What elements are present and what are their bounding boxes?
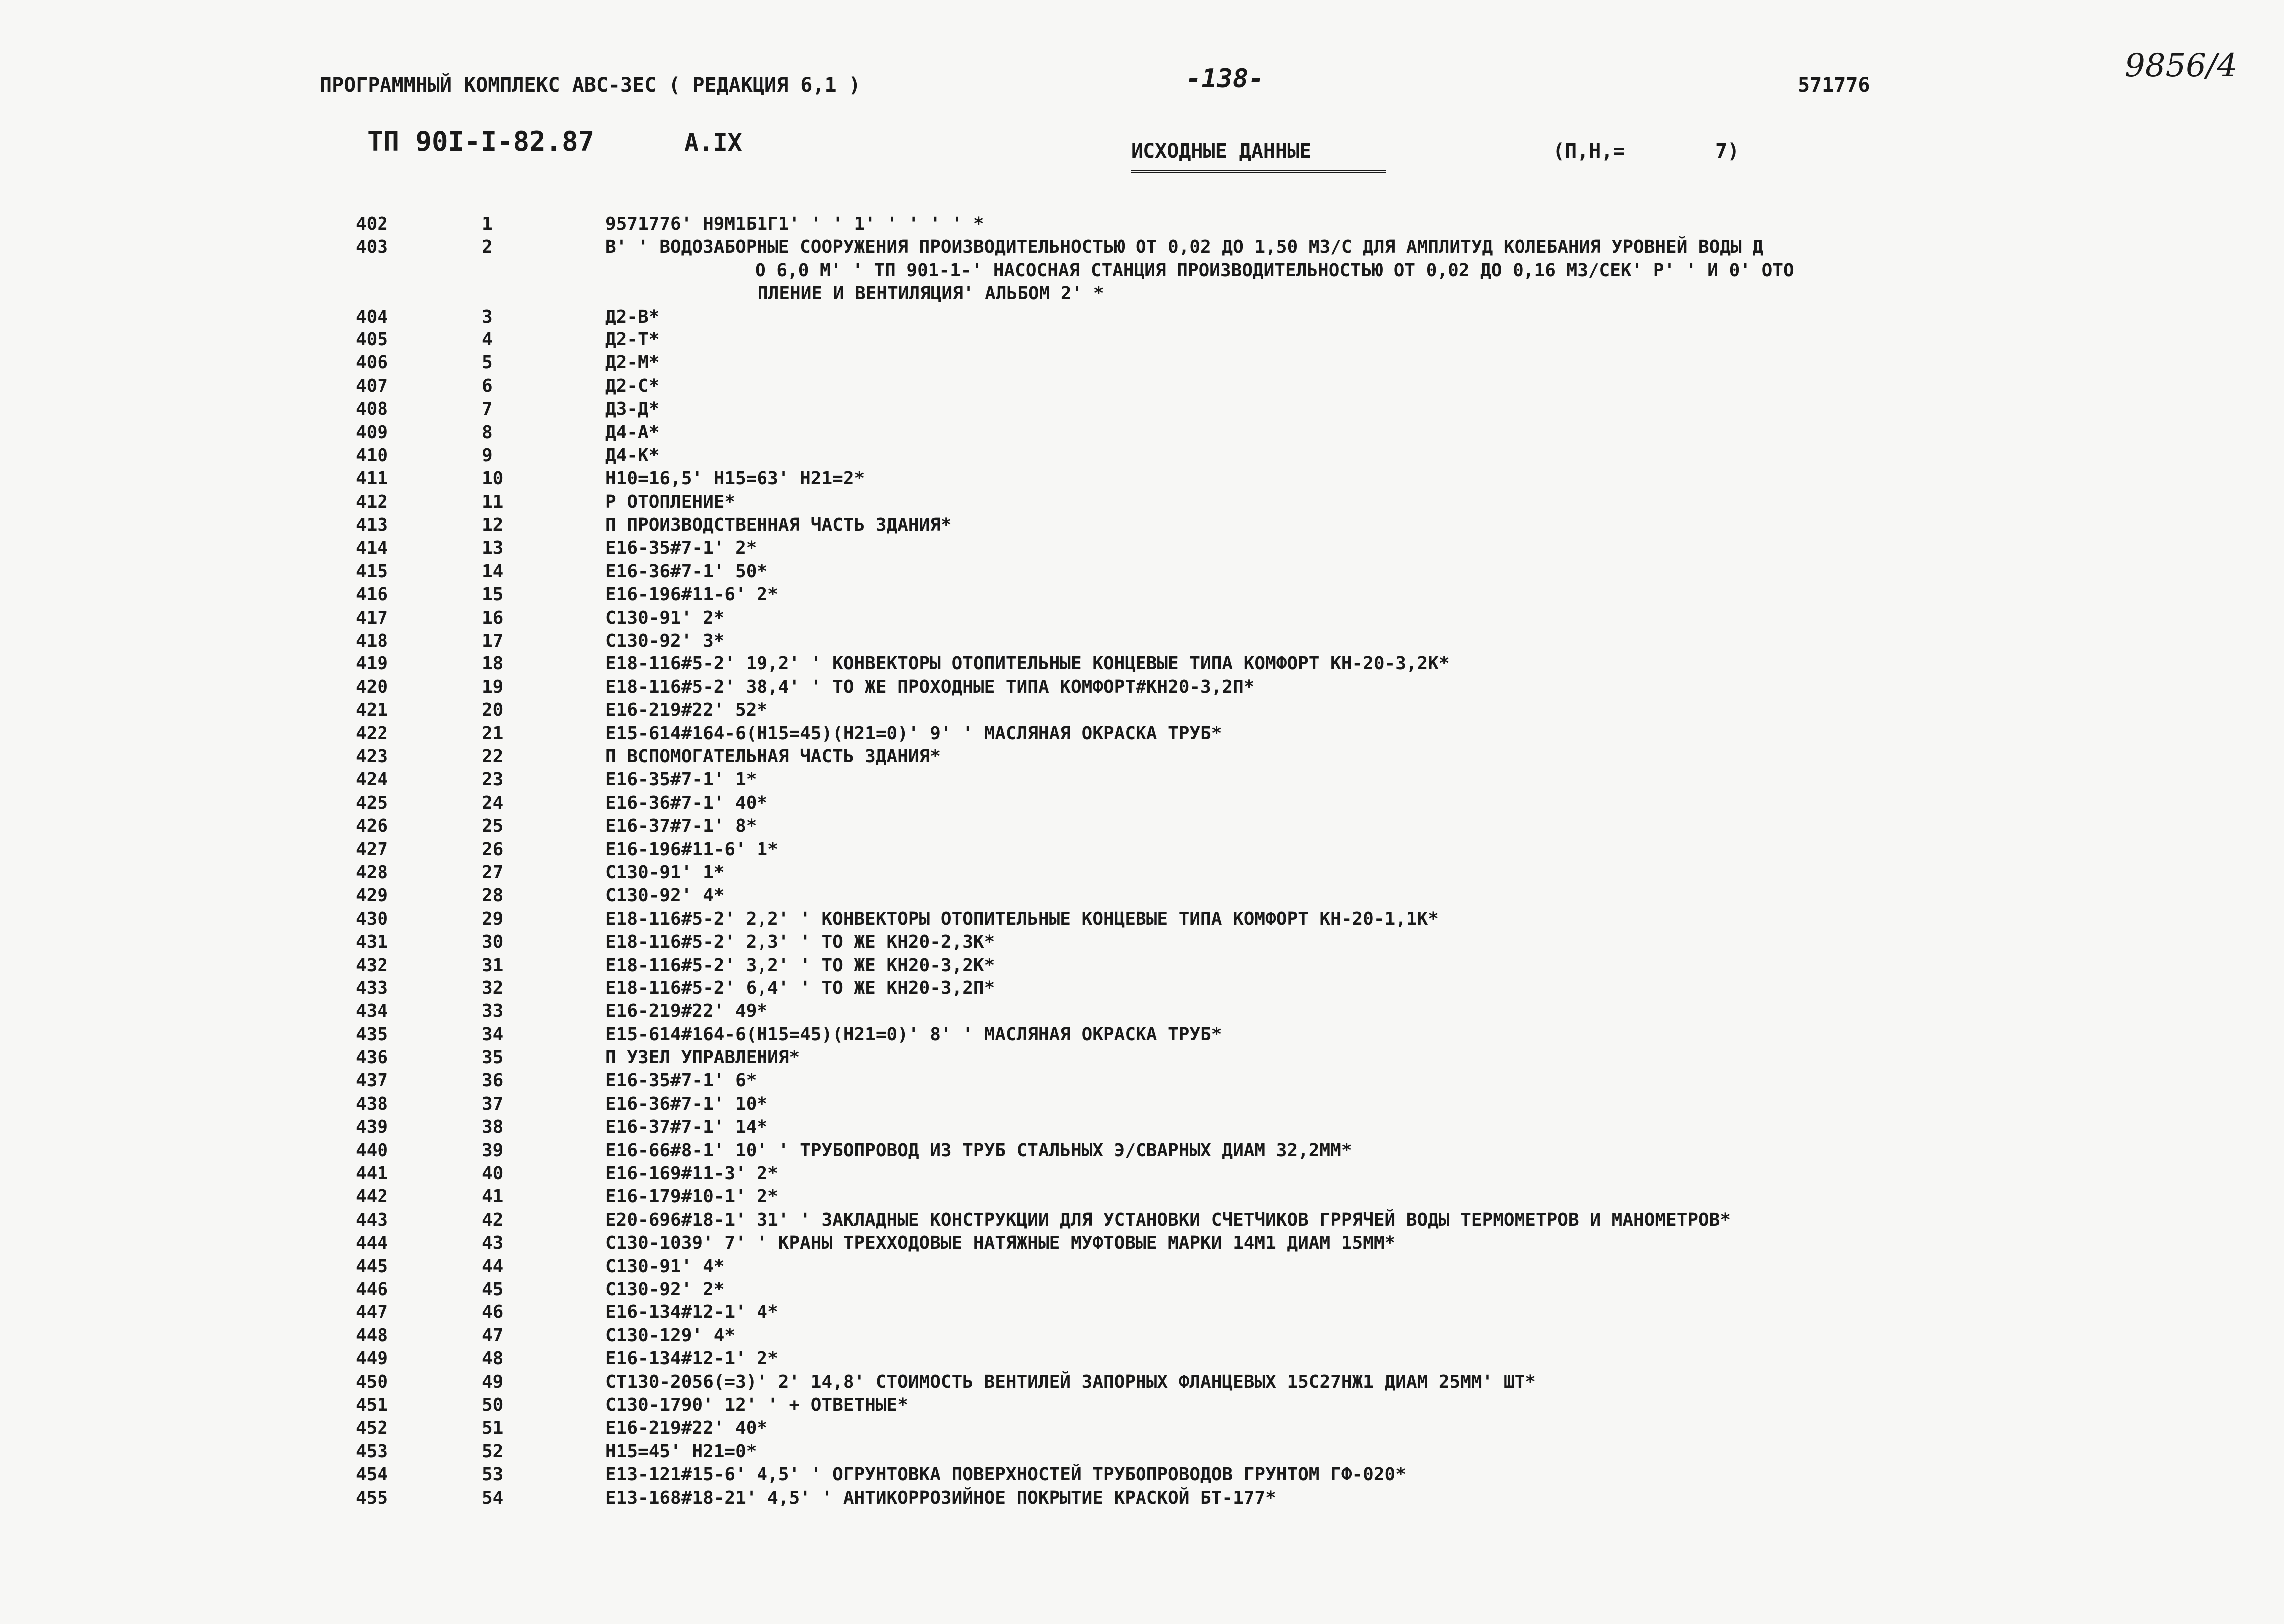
record-text-line: СТ130-2056(=3)' 2' 14,8' СТОИМОСТЬ ВЕНТИЛЕЙ ЗАПОРНЫХ ФЛАНЦЕВЫХ 15С27НЖ1 ДИАМ 25ММ' ШТ* <box>605 1371 1536 1392</box>
line-number: 449 <box>356 1348 388 1369</box>
line-number: 454 <box>356 1464 388 1485</box>
listing-row <box>0 375 2284 398</box>
line-number: 429 <box>356 885 388 906</box>
record-text <box>605 1139 1352 1162</box>
line-number: 418 <box>356 631 388 651</box>
line-number: 436 <box>356 1047 388 1068</box>
record-text-line: С130-92' 3* <box>605 631 725 651</box>
record-text <box>605 375 659 398</box>
record-text <box>605 768 757 791</box>
record-number: 22 <box>482 746 504 767</box>
line-number: 448 <box>356 1325 388 1346</box>
line-number: 443 <box>356 1209 388 1230</box>
record-number: 14 <box>482 561 504 582</box>
listing-row <box>0 514 2284 537</box>
record-text-line: Д4-К* <box>605 445 660 466</box>
line-number: 416 <box>356 584 388 605</box>
line-number: 415 <box>356 561 388 582</box>
record-text <box>605 722 1222 745</box>
record-number: 11 <box>482 491 504 512</box>
record-text-line: Д2-В* <box>605 306 660 327</box>
line-number: 407 <box>356 375 388 396</box>
program-header: ПРОГРАММНЫЙ КОМПЛЕКС АВС-3ЕС ( РЕДАКЦИЯ 6,1 ) <box>320 74 861 97</box>
record-number: 12 <box>482 515 504 536</box>
pn-label: (П,Н,= <box>1553 140 1625 163</box>
record-text-line: Е16-37#7-1' 14* <box>605 1117 768 1138</box>
record-number: 45 <box>482 1279 504 1299</box>
record-number: 49 <box>482 1371 504 1392</box>
line-number: 409 <box>356 422 388 443</box>
record-number: 24 <box>482 792 504 813</box>
record-text-line: Е18-116#5-2' 3,2' ' ТО ЖЕ КН20-3,2К* <box>605 955 995 975</box>
line-number: 404 <box>356 306 388 327</box>
page-number: -138- <box>1186 64 1264 94</box>
listing-row <box>0 444 2284 467</box>
record-text-line: Д3-Д* <box>605 399 660 420</box>
record-number: 2 <box>482 237 493 258</box>
listing-row <box>0 1046 2284 1069</box>
listing-row <box>0 1069 2284 1092</box>
record-text <box>605 1487 1276 1510</box>
record-text <box>605 977 995 1000</box>
record-text-line: Н15=45' Н21=0* <box>605 1441 757 1462</box>
listing-row <box>0 861 2284 884</box>
record-text <box>605 1463 1406 1486</box>
record-text-line: П УЗЕЛ УПРАВЛЕНИЯ* <box>605 1047 800 1068</box>
project-number: ТП 90I-I-82.87 <box>367 126 595 157</box>
listing-row <box>0 1232 2284 1255</box>
listing-row <box>0 306 2284 328</box>
record-text <box>605 537 757 560</box>
line-number: 412 <box>356 491 388 512</box>
line-number: 430 <box>356 908 388 929</box>
record-text <box>605 676 1254 699</box>
record-number: 53 <box>482 1464 504 1485</box>
title-underline <box>1131 170 1386 173</box>
record-text <box>605 1162 778 1185</box>
record-text <box>605 1093 767 1116</box>
record-text-line: Д2-С* <box>605 375 660 396</box>
line-number: 406 <box>356 352 388 373</box>
record-text-line: Е15-614#164-6(Н15=45)(Н21=0)' 9' ' МАСЛЯНАЯ ОКРАСКА ТРУБ* <box>605 723 1222 744</box>
record-text <box>605 1278 724 1301</box>
listing-row <box>0 1324 2284 1347</box>
record-number: 52 <box>482 1441 504 1462</box>
line-number: 439 <box>356 1117 388 1138</box>
record-text-line: Е16-35#7-1' 6* <box>605 1070 757 1091</box>
record-text-line: Е16-134#12-1' 4* <box>605 1302 778 1323</box>
line-number: 420 <box>356 676 388 697</box>
page-title: ИСХОДНЫЕ ДАННЫЕ <box>1131 140 1312 163</box>
record-text <box>605 1347 778 1370</box>
record-text <box>605 954 995 977</box>
record-text <box>605 213 984 236</box>
record-number: 41 <box>482 1186 504 1207</box>
record-text-line: Е16-36#7-1' 10* <box>605 1093 768 1114</box>
line-number: 413 <box>356 515 388 536</box>
listing-row <box>0 1463 2284 1486</box>
record-number: 6 <box>482 375 493 396</box>
album-number: А.IX <box>684 129 742 157</box>
listing-row <box>0 236 2284 305</box>
record-text <box>605 1417 767 1440</box>
listing-row <box>0 1185 2284 1208</box>
line-number: 414 <box>356 538 388 559</box>
line-number: 438 <box>356 1093 388 1114</box>
record-text-line: С130-129' 4* <box>605 1325 736 1346</box>
input-data-listing <box>0 213 2284 1510</box>
record-number: 4 <box>482 329 493 350</box>
line-number: 402 <box>356 214 388 234</box>
record-number: 29 <box>482 908 504 929</box>
record-text-line: В' ' ВОДОЗАБОРНЫЕ СООРУЖЕНИЯ ПРОИЗВОДИТЕЛЬНОСТЬЮ ОТ 0,02 ДО 1,50 М3/С ДЛЯ АМПЛИТУД КОЛЕБАНИЯ УРОВНЕЙ ВОДЫ Д <box>605 237 1764 258</box>
record-text-line: П ВСПОМОГАТЕЛЬНАЯ ЧАСТЬ ЗДАНИЯ* <box>605 746 941 767</box>
record-text-line: Е18-116#5-2' 6,4' ' ТО ЖЕ КН20-3,2П* <box>605 977 995 998</box>
record-number: 33 <box>482 1001 504 1022</box>
record-number: 5 <box>482 352 493 373</box>
listing-row <box>0 607 2284 630</box>
line-number: 417 <box>356 607 388 628</box>
line-number: 453 <box>356 1441 388 1462</box>
record-text <box>605 328 659 351</box>
record-text-line: ПЛЕНИЕ И ВЕНТИЛЯЦИЯ' АЛЬБОМ 2' * <box>758 283 1104 304</box>
record-text <box>605 1116 767 1139</box>
record-text <box>605 1023 1222 1046</box>
record-text <box>605 652 1450 675</box>
listing-row <box>0 1301 2284 1324</box>
record-text-line: О 6,0 М' ' ТП 901-1-' НАСОСНАЯ СТАНЦИЯ ПРОИЗВОДИТЕЛЬНОСТЬЮ ОТ 0,02 ДО 0,16 М3/СЕК' Р' ' И 0' ОТО <box>755 260 1794 281</box>
line-number: 410 <box>356 445 388 466</box>
listing-row <box>0 328 2284 351</box>
record-number: 3 <box>482 306 493 327</box>
line-number: 451 <box>356 1394 388 1415</box>
record-number: 27 <box>482 862 504 883</box>
line-number: 455 <box>356 1487 388 1508</box>
listing-row <box>0 1487 2284 1510</box>
record-text-line: Е16-219#22' 40* <box>605 1418 768 1439</box>
listing-row <box>0 1255 2284 1278</box>
listing-row <box>0 676 2284 699</box>
line-number: 452 <box>356 1418 388 1439</box>
record-number: 18 <box>482 653 504 674</box>
listing-row <box>0 1023 2284 1046</box>
record-text <box>605 1324 735 1347</box>
listing-row <box>0 977 2284 1000</box>
record-text-line: Е18-116#5-2' 38,4' ' ТО ЖЕ ПРОХОДНЫЕ ТИПА КОМФОРТ#КН20-3,2П* <box>605 676 1255 697</box>
line-number: 426 <box>356 816 388 837</box>
record-text <box>605 1371 1536 1394</box>
listing-row <box>0 398 2284 421</box>
record-number: 1 <box>482 214 493 234</box>
record-text <box>605 699 767 722</box>
record-text <box>605 861 724 884</box>
listing-row <box>0 699 2284 722</box>
listing-row <box>0 1209 2284 1232</box>
listing-row <box>0 213 2284 236</box>
record-text-line: Е20-696#18-1' 31' ' ЗАКЛАДНЫЕ КОНСТРУКЦИИ ДЛЯ УСТАНОВКИ СЧЕТЧИКОВ ГРРЯЧЕЙ ВОДЫ ТЕРМОМЕТРОВ И МАНОМЕТРОВ* <box>605 1209 1731 1230</box>
record-number: 42 <box>482 1209 504 1230</box>
record-text <box>605 236 1794 305</box>
listing-row <box>0 1278 2284 1301</box>
record-text-line: Е16-219#22' 49* <box>605 1001 768 1022</box>
record-text <box>605 745 941 768</box>
record-number: 15 <box>482 584 504 605</box>
handwritten-sheet-mark: 9856/4 <box>2125 47 2238 84</box>
record-text <box>605 421 659 444</box>
listing-row <box>0 1000 2284 1023</box>
record-number: 44 <box>482 1256 504 1277</box>
listing-row <box>0 537 2284 560</box>
record-text <box>605 815 757 838</box>
listing-row <box>0 884 2284 907</box>
record-number: 9 <box>482 445 493 466</box>
line-number: 405 <box>356 329 388 350</box>
record-number: 23 <box>482 769 504 790</box>
record-text <box>605 931 995 954</box>
line-number: 450 <box>356 1371 388 1392</box>
record-text <box>605 1069 757 1092</box>
record-number: 38 <box>482 1117 504 1138</box>
record-number: 51 <box>482 1418 504 1439</box>
record-text-line: Е16-134#12-1' 2* <box>605 1348 778 1369</box>
record-number: 50 <box>482 1394 504 1415</box>
listing-row <box>0 1116 2284 1139</box>
line-number: 419 <box>356 653 388 674</box>
record-text-line: Д2-М* <box>605 352 660 373</box>
listing-row <box>0 815 2284 838</box>
record-text-line: Н10=16,5' Н15=63' Н21=2* <box>605 468 865 489</box>
record-number: 34 <box>482 1024 504 1045</box>
record-number: 8 <box>482 422 493 443</box>
record-text-line: Е16-35#7-1' 1* <box>605 769 757 790</box>
record-number: 17 <box>482 631 504 651</box>
record-text <box>605 467 865 490</box>
listing-row <box>0 722 2284 745</box>
line-number: 437 <box>356 1070 388 1091</box>
listing-row <box>0 1394 2284 1417</box>
record-text-line: С130-91' 1* <box>605 862 725 883</box>
record-number: 32 <box>482 977 504 998</box>
line-number: 440 <box>356 1140 388 1161</box>
record-text-line: Е16-36#7-1' 50* <box>605 561 768 582</box>
record-number: 13 <box>482 538 504 559</box>
listing-row <box>0 1139 2284 1162</box>
record-text-line: Е18-116#5-2' 2,3' ' ТО ЖЕ КН20-2,3К* <box>605 932 995 953</box>
record-text <box>605 838 778 861</box>
record-text-line: Д4-А* <box>605 422 660 443</box>
record-text-line: 9571776' Н9М1Б1Г1' ' ' 1' ' ' ' ' * <box>605 214 984 234</box>
record-number: 21 <box>482 723 504 744</box>
record-number: 20 <box>482 700 504 721</box>
record-text-line: Е16-36#7-1' 40* <box>605 792 768 813</box>
record-text <box>605 1209 1731 1232</box>
line-number: 433 <box>356 977 388 998</box>
listing-row <box>0 1347 2284 1370</box>
listing-row <box>0 768 2284 791</box>
record-number: 46 <box>482 1302 504 1323</box>
record-text-line: Е16-196#11-6' 2* <box>605 584 778 605</box>
record-text-line: Е16-35#7-1' 2* <box>605 538 757 559</box>
record-number: 39 <box>482 1140 504 1161</box>
record-number: 54 <box>482 1487 504 1508</box>
line-number: 446 <box>356 1279 388 1299</box>
record-text-line: С130-92' 2* <box>605 1279 725 1299</box>
line-number: 431 <box>356 932 388 953</box>
record-text <box>605 607 724 630</box>
line-number: 444 <box>356 1233 388 1254</box>
line-number: 423 <box>356 746 388 767</box>
record-text-line: С130-91' 4* <box>605 1256 725 1277</box>
record-number: 48 <box>482 1348 504 1369</box>
record-text <box>605 560 767 583</box>
pn-value: 7) <box>1715 140 1740 163</box>
record-text-line: Е18-116#5-2' 19,2' ' КОНВЕКТОРЫ ОТОПИТЕЛЬНЫЕ КОНЦЕВЫЕ ТИПА КОМФОРТ КН-20-3,2К* <box>605 653 1450 674</box>
record-text <box>605 1255 724 1278</box>
listing-row <box>0 467 2284 490</box>
listing-row <box>0 1417 2284 1440</box>
listing-row <box>0 583 2284 606</box>
record-text-line: С130-92' 4* <box>605 885 725 906</box>
record-text-line: С130-1790' 12' ' + ОТВЕТНЫЕ* <box>605 1394 908 1415</box>
record-text <box>605 908 1439 931</box>
listing-row <box>0 1371 2284 1394</box>
record-text <box>605 792 767 815</box>
record-text <box>605 1440 757 1463</box>
record-text <box>605 1301 778 1324</box>
record-text <box>605 583 778 606</box>
line-number: 432 <box>356 955 388 975</box>
listing-row <box>0 421 2284 444</box>
record-text <box>605 351 659 374</box>
record-text <box>605 514 952 537</box>
record-text <box>605 1394 908 1417</box>
record-text-line: Е18-116#5-2' 2,2' ' КОНВЕКТОРЫ ОТОПИТЕЛЬНЫЕ КОНЦЕВЫЕ ТИПА КОМФОРТ КН-20-1,1К* <box>605 908 1439 929</box>
record-text-line: П ПРОИЗВОДСТВЕННАЯ ЧАСТЬ ЗДАНИЯ* <box>605 515 952 536</box>
record-text-line: Е16-179#10-1' 2* <box>605 1186 778 1207</box>
record-number: 30 <box>482 932 504 953</box>
line-number: 421 <box>356 700 388 721</box>
record-text-line: Е16-37#7-1' 8* <box>605 816 757 837</box>
listing-row <box>0 491 2284 514</box>
record-text <box>605 491 735 514</box>
listing-row <box>0 931 2284 954</box>
record-number: 10 <box>482 468 504 489</box>
record-number: 19 <box>482 676 504 697</box>
record-text <box>605 1046 800 1069</box>
line-number: 427 <box>356 839 388 860</box>
listing-row <box>0 792 2284 815</box>
line-number: 442 <box>356 1186 388 1207</box>
record-text-line: С130-91' 2* <box>605 607 725 628</box>
record-text-line: Е13-168#18-21' 4,5' ' АНТИКОРРОЗИЙНОЕ ПОКРЫТИЕ КРАСКОЙ БТ-177* <box>605 1487 1276 1508</box>
line-number: 435 <box>356 1024 388 1045</box>
line-number: 445 <box>356 1256 388 1277</box>
record-text <box>605 398 659 421</box>
record-number: 40 <box>482 1163 504 1184</box>
line-number: 425 <box>356 792 388 813</box>
record-text-line: Е16-219#22' 52* <box>605 700 768 721</box>
line-number: 424 <box>356 769 388 790</box>
record-text-line: Е16-196#11-6' 1* <box>605 839 778 860</box>
listing-row <box>0 1440 2284 1463</box>
record-text <box>605 444 659 467</box>
listing-row <box>0 954 2284 977</box>
listing-row <box>0 630 2284 652</box>
record-text-line: Е15-614#164-6(Н15=45)(Н21=0)' 8' ' МАСЛЯНАЯ ОКРАСКА ТРУБ* <box>605 1024 1222 1045</box>
record-number: 25 <box>482 816 504 837</box>
line-number: 422 <box>356 723 388 744</box>
line-number: 447 <box>356 1302 388 1323</box>
line-number: 411 <box>356 468 388 489</box>
listing-row <box>0 1093 2284 1116</box>
listing-row <box>0 908 2284 931</box>
record-number: 43 <box>482 1233 504 1254</box>
record-text-line: Е16-169#11-3' 2* <box>605 1163 778 1184</box>
document-code: 571776 <box>1798 74 1870 97</box>
record-number: 16 <box>482 607 504 628</box>
line-number: 434 <box>356 1001 388 1022</box>
record-number: 31 <box>482 955 504 975</box>
record-text <box>605 306 659 328</box>
line-number: 403 <box>356 237 388 258</box>
record-text <box>605 884 724 907</box>
record-number: 47 <box>482 1325 504 1346</box>
record-text-line: Р ОТОПЛЕНИЕ* <box>605 491 736 512</box>
record-number: 37 <box>482 1093 504 1114</box>
record-text-line: Е16-66#8-1' 10' ' ТРУБОПРОВОД ИЗ ТРУБ СТАЛЬНЫХ Э/СВАРНЫХ ДИАМ 32,2ММ* <box>605 1140 1352 1161</box>
record-text-line: Д2-Т* <box>605 329 660 350</box>
line-number: 428 <box>356 862 388 883</box>
listing-row <box>0 560 2284 583</box>
listing-row <box>0 351 2284 374</box>
record-text-line: С130-1039' 7' ' КРАНЫ ТРЕХХОДОВЫЕ НАТЯЖНЫЕ МУФТОВЫЕ МАРКИ 14М1 ДИАМ 15ММ* <box>605 1233 1396 1254</box>
listing-row <box>0 652 2284 675</box>
record-text <box>605 1232 1395 1255</box>
record-text-line: Е13-121#15-6' 4,5' ' ОГРУНТОВКА ПОВЕРХНОСТЕЙ ТРУБОПРОВОДОВ ГРУНТОМ ГФ-020* <box>605 1464 1406 1485</box>
record-number: 36 <box>482 1070 504 1091</box>
listing-row <box>0 838 2284 861</box>
record-number: 28 <box>482 885 504 906</box>
record-number: 26 <box>482 839 504 860</box>
line-number: 441 <box>356 1163 388 1184</box>
record-text <box>605 630 724 652</box>
record-number: 7 <box>482 399 493 420</box>
record-number: 35 <box>482 1047 504 1068</box>
line-number: 408 <box>356 399 388 420</box>
listing-row <box>0 745 2284 768</box>
record-text <box>605 1185 778 1208</box>
record-text <box>605 1000 767 1023</box>
listing-row <box>0 1162 2284 1185</box>
